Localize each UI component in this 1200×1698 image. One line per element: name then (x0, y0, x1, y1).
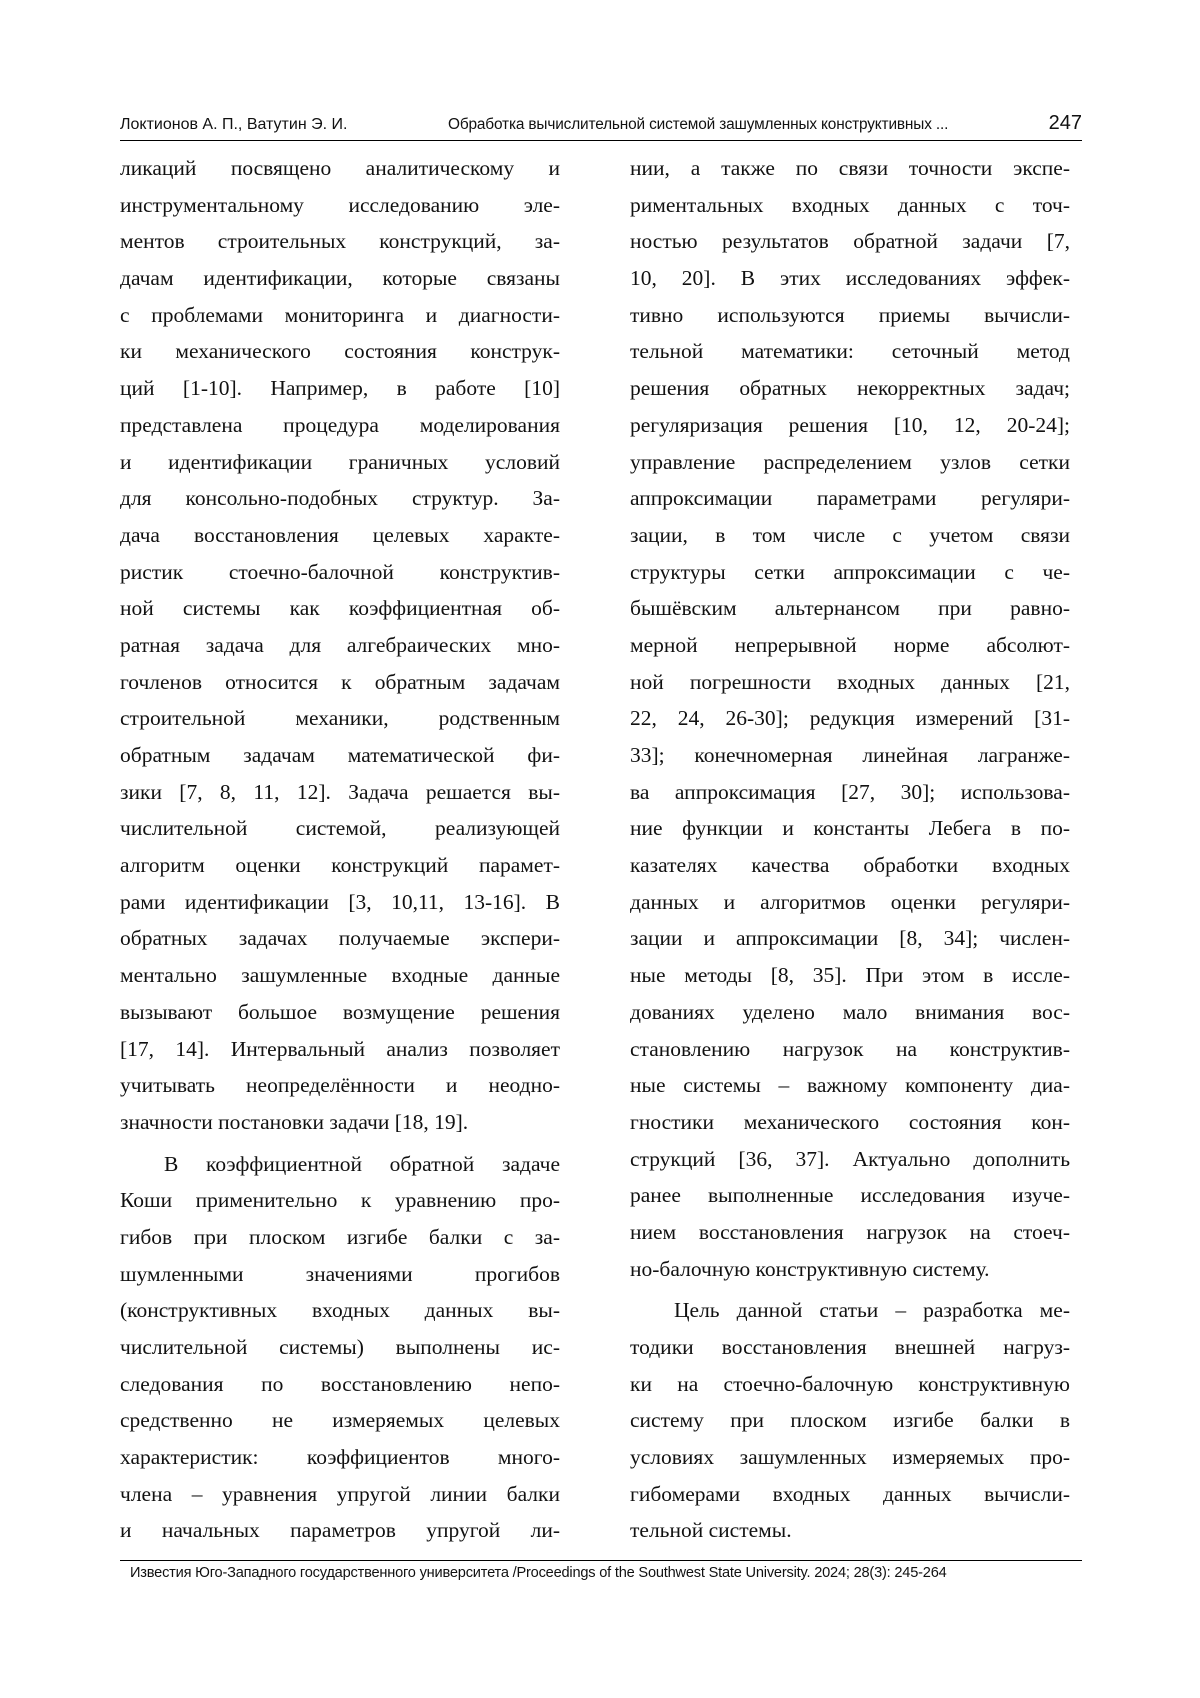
text-line: 33]; конечномерная линейная лагранже- (630, 737, 1070, 774)
text-line: нии, а также по связи точности экспе- (630, 150, 1070, 187)
text-line: ристик стоечно-балочной конструктив- (120, 554, 560, 591)
text-line: систему при плоском изгибе балки в (630, 1402, 1070, 1439)
text-line: представлена процедура моделирования (120, 407, 560, 444)
text-line: решения обратных некорректных задач; (630, 370, 1070, 407)
text-line: дованиях уделено мало внимания вос- (630, 994, 1070, 1031)
text-line: становлению нагрузок на конструктив- (630, 1031, 1070, 1068)
left-text-column (120, 150, 560, 1549)
text-line: числительной системы) выполнены ис- (120, 1329, 560, 1366)
text-line: тельной системы. (630, 1512, 1070, 1549)
text-line: гностики механического состояния кон- (630, 1104, 1070, 1141)
header-article-title: Обработка вычислительной системой зашумленных конструктивных ... (448, 116, 948, 134)
text-line: рами идентификации [3, 10,11, 13-16]. В (120, 884, 560, 921)
text-line: ранее выполненные исследования изуче- (630, 1177, 1070, 1214)
paragraph (630, 150, 1070, 1287)
text-line: значности постановки задачи [18, 19]. (120, 1104, 560, 1141)
text-line: управление распределением узлов сетки (630, 444, 1070, 481)
text-line: средственно не измеряемых целевых (120, 1402, 560, 1439)
text-line: ций [1-10]. Например, в работе [10] (120, 370, 560, 407)
paragraph (630, 1292, 1070, 1549)
text-line: (конструктивных входных данных вы- (120, 1292, 560, 1329)
text-line: зации, в том числе с учетом связи (630, 517, 1070, 554)
text-line: дача восстановления целевых характе- (120, 517, 560, 554)
text-line: структуры сетки аппроксимации с че- (630, 554, 1070, 591)
header-authors: Локтионов А. П., Ватутин Э. И. (120, 116, 347, 134)
text-line: и идентификации граничных условий (120, 444, 560, 481)
text-line: гибомерами входных данных вычисли- (630, 1476, 1070, 1513)
text-line: ментально зашумленные входные данные (120, 957, 560, 994)
text-line: ние функции и константы Лебега в по- (630, 810, 1070, 847)
text-line: инструментальному исследованию эле- (120, 187, 560, 224)
text-line: члена – уравнения упругой линии балки (120, 1476, 560, 1513)
text-line: данных и алгоритмов оценки регуляри- (630, 884, 1070, 921)
journal-footer (120, 1560, 1082, 1585)
text-line: числительной системой, реализующей (120, 810, 560, 847)
text-line: [17, 14]. Интервальный анализ позволяет (120, 1031, 560, 1068)
text-line: строительной механики, родственным (120, 700, 560, 737)
text-line: ной системы как коэффициентная об- (120, 590, 560, 627)
text-line: регуляризация решения [10, 12, 20-24]; (630, 407, 1070, 444)
text-line: нием восстановления нагрузок на стоеч- (630, 1214, 1070, 1251)
text-line: риментальных входных данных с точ- (630, 187, 1070, 224)
text-line: зации и аппроксимации [8, 34]; числен- (630, 920, 1070, 957)
text-line: ностью результатов обратной задачи [7, (630, 223, 1070, 260)
text-line: для консольно-подобных структур. За- (120, 480, 560, 517)
text-line: В коэффициентной обратной задаче (120, 1146, 560, 1183)
running-header (120, 108, 1082, 141)
text-line: с проблемами мониторинга и диагности- (120, 297, 560, 334)
text-line: ментов строительных конструкций, за- (120, 223, 560, 260)
text-line: Коши применительно к уравнению про- (120, 1182, 560, 1219)
text-line: Цель данной статьи – разработка ме- (630, 1292, 1070, 1329)
text-line: алгоритм оценки конструкций парамет- (120, 847, 560, 884)
text-line: струкций [36, 37]. Актуально дополнить (630, 1141, 1070, 1178)
text-line: 10, 20]. В этих исследованиях эффек- (630, 260, 1070, 297)
text-line: ратная задача для алгебраических мно- (120, 627, 560, 664)
text-line: мерной непрерывной норме абсолют- (630, 627, 1070, 664)
text-line: но-балочную конструктивную систему. (630, 1251, 1070, 1288)
text-line: аппроксимации параметрами регуляри- (630, 480, 1070, 517)
text-line: вызывают большое возмущение решения (120, 994, 560, 1031)
text-line: бышёвским альтернансом при равно- (630, 590, 1070, 627)
footer-citation: Известия Юго-Западного государственного университета /Proceedings of the Southwest State University. 2024; 28(3): 245-264 (130, 1565, 947, 1581)
right-text-column (630, 150, 1070, 1549)
text-line: тодики восстановления внешней нагруз- (630, 1329, 1070, 1366)
text-line: ной погрешности входных данных [21, (630, 664, 1070, 701)
text-line: гочленов относится к обратным задачам (120, 664, 560, 701)
text-line: тельной математики: сеточный метод (630, 333, 1070, 370)
text-line: казателях качества обработки входных (630, 847, 1070, 884)
text-line: 22, 24, 26-30]; редукция измерений [31- (630, 700, 1070, 737)
paragraph (120, 1146, 560, 1550)
text-line: ликаций посвящено аналитическому и (120, 150, 560, 187)
text-line: обратных задачах получаемые экспери- (120, 920, 560, 957)
text-line: ва аппроксимация [27, 30]; использова- (630, 774, 1070, 811)
text-line: следования по восстановлению непо- (120, 1366, 560, 1403)
text-line: ные методы [8, 35]. При этом в иссле- (630, 957, 1070, 994)
text-line: гибов при плоском изгибе балки с за- (120, 1219, 560, 1256)
text-line: зики [7, 8, 11, 12]. Задача решается вы- (120, 774, 560, 811)
text-line: ные системы – важному компоненту диа- (630, 1067, 1070, 1104)
text-line: шумленными значениями прогибов (120, 1256, 560, 1293)
text-line: характеристик: коэффициентов много- (120, 1439, 560, 1476)
text-line: ки механического состояния конструк- (120, 333, 560, 370)
text-line: и начальных параметров упругой ли- (120, 1512, 560, 1549)
text-line: условиях зашумленных измеряемых про- (630, 1439, 1070, 1476)
text-line: обратным задачам математической фи- (120, 737, 560, 774)
text-line: тивно используются приемы вычисли- (630, 297, 1070, 334)
page-number: 247 (1049, 112, 1082, 135)
journal-page (0, 0, 1200, 1698)
text-line: дачам идентификации, которые связаны (120, 260, 560, 297)
paragraph (120, 150, 560, 1141)
text-line: учитывать неопределённости и неодно- (120, 1067, 560, 1104)
text-line: ки на стоечно-балочную конструктивную (630, 1366, 1070, 1403)
